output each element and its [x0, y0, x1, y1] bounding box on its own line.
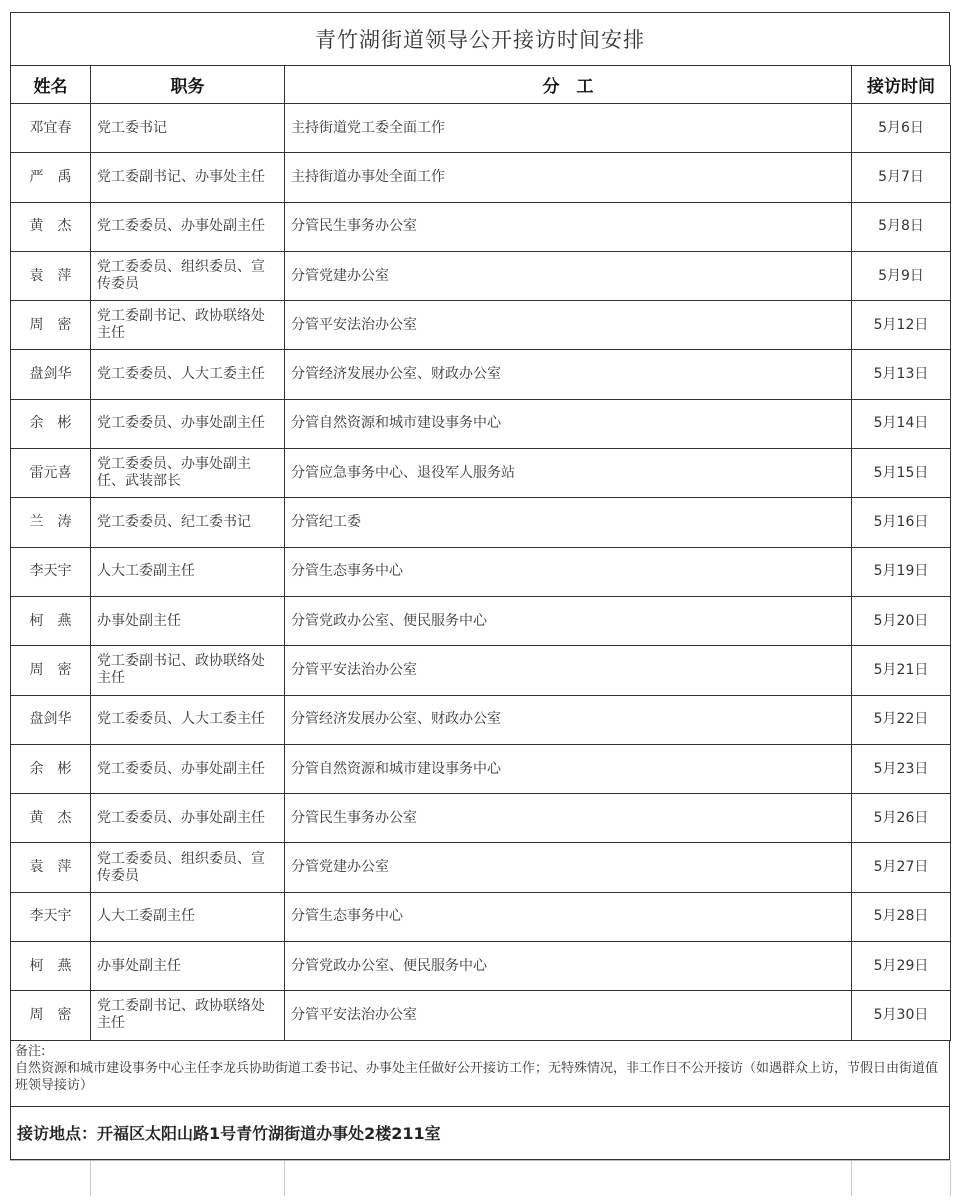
- table-row: [11, 449, 951, 498]
- cell-position: 党工委委员、人大工委主任: [91, 350, 285, 399]
- cell-position: 党工委书记: [91, 104, 285, 153]
- cell-duty: 分管应急事务中心、退役军人服务站: [285, 449, 852, 498]
- cell-date: 5月27日: [852, 843, 951, 892]
- table-row: [11, 153, 951, 202]
- cell-position: 人大工委副主任: [91, 892, 285, 941]
- cell-position: 党工委委员、办事处副主任: [91, 744, 285, 793]
- cell-duty: 主持街道党工委全面工作: [285, 104, 852, 153]
- cell-position: 党工委委员、办事处副主任: [91, 794, 285, 843]
- cell-position: 办事处副主任: [91, 596, 285, 645]
- cell-position: 党工委委员、办事处副主任: [91, 399, 285, 448]
- cell-name: 袁 萍: [11, 251, 91, 300]
- table-row: [11, 202, 951, 251]
- header-name: 姓名: [11, 66, 91, 104]
- cell-name: 周 密: [11, 646, 91, 695]
- cell-name: 盘剑华: [11, 350, 91, 399]
- table-row: [11, 744, 951, 793]
- table-row: [11, 498, 951, 547]
- cell-name: 周 密: [11, 991, 91, 1040]
- table-row: [11, 646, 951, 695]
- table-row: [11, 695, 951, 744]
- tail-divider: [950, 1161, 951, 1196]
- cell-date: 5月15日: [852, 449, 951, 498]
- cell-duty: 分管生态事务中心: [285, 892, 852, 941]
- table-row: [11, 104, 951, 153]
- table-header-row: [11, 66, 951, 104]
- table-row: [11, 794, 951, 843]
- table-row: [11, 991, 951, 1040]
- cell-duty: 分管经济发展办公室、财政办公室: [285, 695, 852, 744]
- cell-date: 5月29日: [852, 942, 951, 991]
- table-body: [11, 104, 951, 1041]
- cell-duty: 分管平安法治办公室: [285, 646, 852, 695]
- cell-duty: 分管平安法治办公室: [285, 991, 852, 1040]
- cell-name: 严 禹: [11, 153, 91, 202]
- cell-date: 5月28日: [852, 892, 951, 941]
- cell-name: 兰 涛: [11, 498, 91, 547]
- cell-date: 5月22日: [852, 695, 951, 744]
- cell-duty: 主持街道办事处全面工作: [285, 153, 852, 202]
- cell-position: 办事处副主任: [91, 942, 285, 991]
- address-line: 接访地点：开福区太阳山路1号青竹湖街道办事处2楼211室: [10, 1107, 950, 1160]
- page-title: 青竹湖街道领导公开接访时间安排: [10, 12, 950, 65]
- table-tail: [10, 1160, 950, 1196]
- cell-name: 邓宜春: [11, 104, 91, 153]
- cell-position: 党工委副书记、政协联络处主任: [91, 646, 285, 695]
- cell-position: 党工委委员、办事处副主任: [91, 202, 285, 251]
- cell-date: 5月12日: [852, 301, 951, 350]
- table-row: [11, 942, 951, 991]
- header-date: 接访时间: [852, 66, 951, 104]
- table-row: [11, 251, 951, 300]
- cell-name: 柯 燕: [11, 596, 91, 645]
- cell-date: 5月6日: [852, 104, 951, 153]
- note-section: [10, 1041, 950, 1107]
- tail-divider: [851, 1161, 852, 1196]
- cell-duty: 分管民生事务办公室: [285, 202, 852, 251]
- cell-name: 盘剑华: [11, 695, 91, 744]
- table-row: [11, 399, 951, 448]
- schedule-table: [10, 65, 951, 1041]
- table-row: [11, 892, 951, 941]
- cell-position: 党工委副书记、政协联络处主任: [91, 301, 285, 350]
- cell-duty: 分管平安法治办公室: [285, 301, 852, 350]
- cell-duty: 分管经济发展办公室、财政办公室: [285, 350, 852, 399]
- table-row: [11, 350, 951, 399]
- cell-date: 5月23日: [852, 744, 951, 793]
- cell-date: 5月20日: [852, 596, 951, 645]
- cell-duty: 分管党政办公室、便民服务中心: [285, 942, 852, 991]
- cell-name: 黄 杰: [11, 202, 91, 251]
- cell-duty: 分管生态事务中心: [285, 547, 852, 596]
- table-row: [11, 301, 951, 350]
- cell-date: 5月16日: [852, 498, 951, 547]
- cell-name: 雷元喜: [11, 449, 91, 498]
- cell-position: 党工委委员、办事处副主任、武装部长: [91, 449, 285, 498]
- cell-date: 5月19日: [852, 547, 951, 596]
- cell-duty: 分管民生事务办公室: [285, 794, 852, 843]
- cell-date: 5月30日: [852, 991, 951, 1040]
- cell-position: 人大工委副主任: [91, 547, 285, 596]
- cell-position: 党工委副书记、办事处主任: [91, 153, 285, 202]
- cell-duty: 分管纪工委: [285, 498, 852, 547]
- cell-duty: 分管党建办公室: [285, 843, 852, 892]
- cell-duty: 分管自然资源和城市建设事务中心: [285, 744, 852, 793]
- cell-date: 5月9日: [852, 251, 951, 300]
- cell-date: 5月14日: [852, 399, 951, 448]
- cell-name: 周 密: [11, 301, 91, 350]
- tail-divider: [90, 1161, 91, 1196]
- table-row: [11, 843, 951, 892]
- cell-name: 柯 燕: [11, 942, 91, 991]
- cell-position: 党工委委员、纪工委书记: [91, 498, 285, 547]
- tail-divider: [284, 1161, 285, 1196]
- cell-date: 5月13日: [852, 350, 951, 399]
- cell-position: 党工委副书记、政协联络处主任: [91, 991, 285, 1040]
- table-row: [11, 547, 951, 596]
- cell-duty: 分管党建办公室: [285, 251, 852, 300]
- cell-position: 党工委委员、人大工委主任: [91, 695, 285, 744]
- cell-date: 5月21日: [852, 646, 951, 695]
- schedule-sheet: [10, 12, 950, 1196]
- note-label: 备注:: [15, 1043, 46, 1059]
- cell-name: 袁 萍: [11, 843, 91, 892]
- cell-position: 党工委委员、组织委员、宣传委员: [91, 251, 285, 300]
- header-position: 职务: [91, 66, 285, 104]
- cell-date: 5月8日: [852, 202, 951, 251]
- header-duty: 分 工: [285, 66, 852, 104]
- note-text: 自然资源和城市建设事务中心主任李龙兵协助街道工委书记、办事处主任做好公开接访工作；无特殊情况，非工作日不公开接访（如遇群众上访，节假日由街道值班领导接访）: [15, 1060, 939, 1093]
- cell-name: 余 彬: [11, 744, 91, 793]
- cell-position: 党工委委员、组织委员、宣传委员: [91, 843, 285, 892]
- table-row: [11, 596, 951, 645]
- cell-name: 李天宇: [11, 547, 91, 596]
- cell-duty: 分管自然资源和城市建设事务中心: [285, 399, 852, 448]
- cell-date: 5月26日: [852, 794, 951, 843]
- cell-date: 5月7日: [852, 153, 951, 202]
- cell-duty: 分管党政办公室、便民服务中心: [285, 596, 852, 645]
- cell-name: 黄 杰: [11, 794, 91, 843]
- cell-name: 余 彬: [11, 399, 91, 448]
- cell-name: 李天宇: [11, 892, 91, 941]
